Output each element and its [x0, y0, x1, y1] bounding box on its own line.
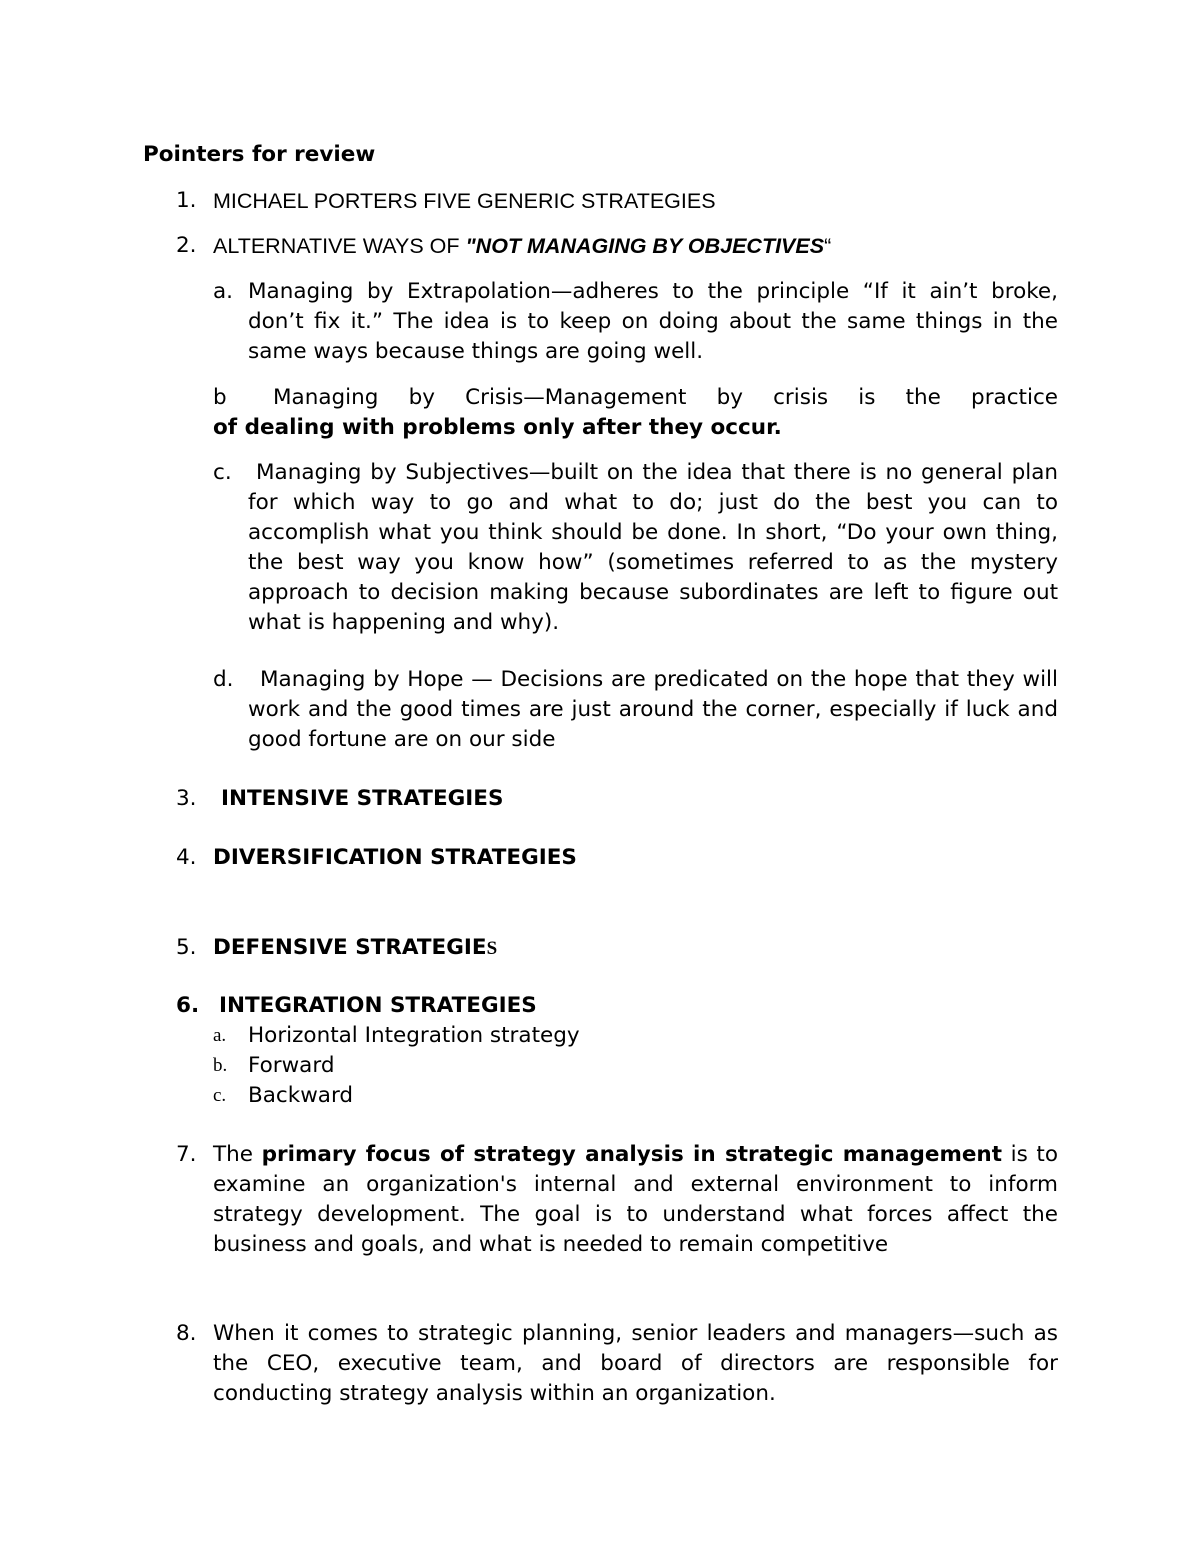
item-7-bold: primary focus of strategy analysis in strategic management: [261, 1142, 1003, 1167]
item-6a-text: Horizontal Integration strategy: [248, 1023, 580, 1048]
item-3-text: INTENSIVE STRATEGIES: [221, 786, 504, 811]
item-4-number: 4.: [176, 845, 197, 870]
item-2-emphasis: "NOT MANAGING BY OBJECTIVES: [465, 234, 825, 258]
item-5-main: DEFENSIVE STRATEGIE: [213, 935, 487, 960]
item-2-number: 2.: [176, 233, 197, 258]
item-2b-label: b: [213, 385, 227, 410]
item-3-number: 3.: [176, 786, 197, 811]
item-2d-label: d.: [213, 667, 234, 692]
item-7-rest: is to examine an organization's internal and external environment to inform strategy development. The goal is to understand what forces affect the business and goals, and what is needed to remain competitive: [213, 1142, 1059, 1257]
item-7-lead: The: [213, 1142, 262, 1167]
item-6c-label: c.: [213, 1085, 227, 1106]
item-5-text: [213, 933, 497, 964]
item-5-number: 5.: [176, 935, 197, 960]
item-2-heading: [213, 231, 831, 261]
item-8-number: 8.: [176, 1321, 197, 1346]
item-2b-bold-text: of dealing with problems only after they occur.: [213, 415, 782, 440]
item-2-prefix: ALTERNATIVE WAYS OF: [213, 234, 466, 258]
item-2c-text: Managing by Subjectives—built on the idea that there is no general plan for which way to go and what to do; just do the best you can to accomplish what you think should be done. In short, “Do your own thing, the best way you know how” (sometimes referred to as the mystery approach to decision making because subordinates are left to figure out what is happening and why).: [248, 460, 1058, 635]
item-2-suffix: “: [824, 234, 832, 258]
page-title: Pointers for review: [143, 142, 376, 167]
item-2d-text: Managing by Hope — Decisions are predicated on the hope that they will work and the good times are just around the corner, especially if luck and good fortune are on our side: [248, 667, 1058, 752]
item-2b-text: Managing by Crisis—Management by crisis is the practice: [273, 385, 1058, 410]
item-7-text: [213, 1140, 1058, 1260]
item-7-number: 7.: [176, 1142, 197, 1167]
item-6b-label: b.: [213, 1055, 228, 1076]
item-8-text: When it comes to strategic planning, senior leaders and managers—such as the CEO, executive team, and board of directors are responsible for conducting strategy analysis within an organization.: [213, 1321, 1058, 1406]
item-4-text: DIVERSIFICATION STRATEGIES: [213, 845, 577, 870]
item-1-number: 1.: [176, 188, 197, 213]
item-1-text: MICHAEL PORTERS FIVE GENERIC STRATEGIES: [213, 189, 716, 213]
item-6-number: 6.: [176, 993, 200, 1018]
item-5-last-char: S: [486, 938, 498, 959]
item-6a-label: a.: [213, 1025, 227, 1046]
item-2c-label: c.: [213, 460, 232, 485]
item-6b-text: Forward: [248, 1053, 335, 1078]
item-6c-text: Backward: [248, 1083, 354, 1108]
item-2a-text: Managing by Extrapolation—adheres to the principle “If it ain’t broke, don’t fix it.” The idea is to keep on doing about the same things in the same ways because things are going well.: [248, 279, 1058, 364]
item-2a-label: a.: [213, 279, 234, 304]
item-6-text: INTEGRATION STRATEGIES: [219, 993, 537, 1018]
